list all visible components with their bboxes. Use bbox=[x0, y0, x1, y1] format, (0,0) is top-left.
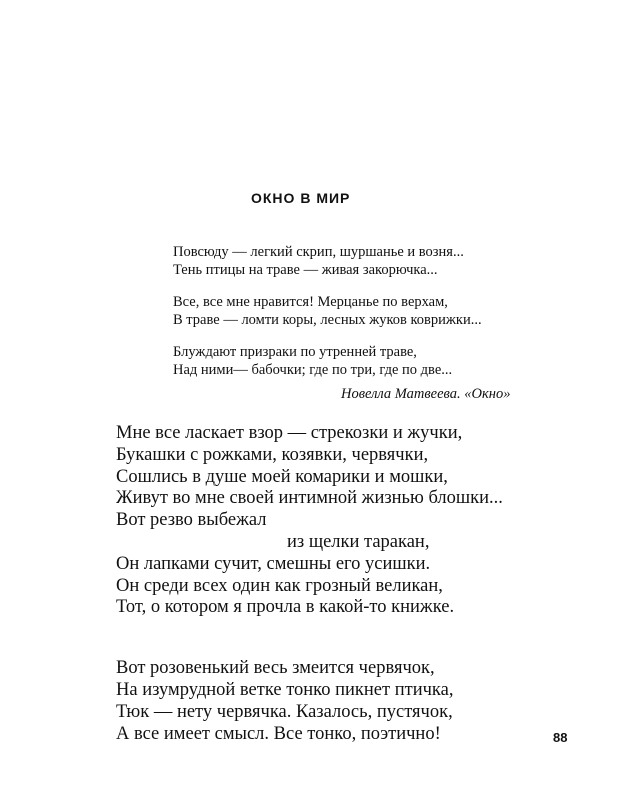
page-number: 88 bbox=[553, 730, 568, 745]
epigraph-line: В траве — ломти коры, лесных жуков коврижки... bbox=[173, 312, 482, 328]
poem-line: Вот резво выбежал bbox=[116, 510, 267, 531]
poem-line: Сошлись в душе моей комарики и мошки, bbox=[116, 466, 448, 487]
epigraph-line: Тень птицы на траве — живая закорючка... bbox=[173, 262, 438, 278]
poem-line: Он лапками сучит, смешны его усишки. bbox=[116, 553, 431, 574]
stanza-break bbox=[116, 619, 556, 658]
epigraph-line: Над ними— бабочки; где по три, где по две... bbox=[173, 362, 453, 378]
poem-line: Букашки с рожками, козявки, червячки, bbox=[116, 444, 429, 465]
epigraph-stanza bbox=[173, 293, 553, 329]
epigraph-stanza bbox=[173, 243, 553, 279]
poem-line: Тот, о котором я прочла в какой-то книжке. bbox=[116, 597, 455, 618]
poem-line: А все имеет смысл. Все тонко, поэтично! bbox=[116, 723, 441, 744]
epigraph-line: Повсюду — легкий скрип, шуршанье и возня... bbox=[173, 244, 464, 260]
epigraph-line: Все, все мне нравится! Мерцанье по верхам, bbox=[173, 294, 448, 310]
poem-line: На изумрудной ветке тонко пикнет птичка, bbox=[116, 679, 454, 700]
epigraph-stanza bbox=[173, 343, 553, 379]
epigraph-line: Блуждают призраки по утренней траве, bbox=[173, 344, 417, 360]
poem-body bbox=[116, 423, 556, 745]
epigraph-attribution: Новелла Матвеева. «Окно» bbox=[341, 386, 511, 402]
poem-title: ОКНО В МИР bbox=[251, 190, 351, 206]
poem-line-indented: из щелки таракан, bbox=[287, 531, 430, 552]
epigraph bbox=[173, 243, 553, 393]
poem-line: Тюк — нету червячка. Казалось, пустячок, bbox=[116, 701, 453, 722]
poem-line: Живут во мне своей интимной жизнью блошки... bbox=[116, 488, 503, 509]
poem-line: Мне все ласкает взор — стрекозки и жучки, bbox=[116, 423, 463, 443]
poem-line: Он среди всех один как грозный великан, bbox=[116, 575, 443, 596]
poem-line: Вот розовенький весь змеится червячок, bbox=[116, 658, 435, 679]
